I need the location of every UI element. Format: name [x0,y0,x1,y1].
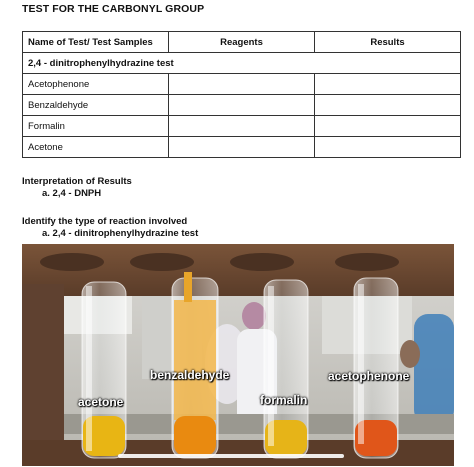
sample-name: Acetophenone [23,74,169,95]
benzaldehyde-label: benzaldehyde [150,368,230,382]
interpretation-heading: Interpretation of Results [22,176,132,187]
results-table [22,31,461,158]
rack-post [22,284,64,466]
page-title: TEST FOR THE CARBONYL GROUP [22,3,205,15]
test-tubes-photo [22,244,454,466]
table-row [23,95,461,116]
results-cell[interactable] [315,116,461,137]
reaction-type-section [22,216,198,240]
formalin-tube [264,280,308,458]
column-header-test-name: Name of Test/ Test Samples [23,32,169,53]
reagents-cell[interactable] [169,137,315,158]
table-row [23,137,461,158]
results-cell[interactable] [315,74,461,95]
acetophenone-tube [354,278,398,458]
column-header-results: Results [315,32,461,53]
interpretation-item: a. 2,4 - DNPH [42,188,102,199]
sample-name: Benzaldehyde [23,95,169,116]
table-header-row [23,32,461,53]
reaction-type-item: a. 2,4 - dinitrophenylhydrazine test [42,228,199,239]
column-header-reagents: Reagents [169,32,315,53]
acetone-tube [82,282,126,458]
table-row [23,74,461,95]
formalin-label: formalin [260,393,308,407]
results-cell[interactable] [315,95,461,116]
acetone-label: acetone [78,395,124,409]
test-tubes-illustration [22,244,454,466]
reaction-type-heading: Identify the type of reaction involved [22,216,188,227]
table-row [23,116,461,137]
benzaldehyde-tube [172,272,218,458]
reagents-cell[interactable] [169,116,315,137]
section-title: 2,4 - dinitrophenylhydrazine test [23,53,461,74]
reagents-cell[interactable] [169,95,315,116]
acetophenone-label: acetophenone [328,369,410,383]
table-section-row [23,53,461,74]
home-indicator-bar[interactable] [118,454,344,458]
results-cell[interactable] [315,137,461,158]
sample-name: Acetone [23,137,169,158]
interpretation-section [22,176,132,200]
reagents-cell[interactable] [169,74,315,95]
sample-name: Formalin [23,116,169,137]
